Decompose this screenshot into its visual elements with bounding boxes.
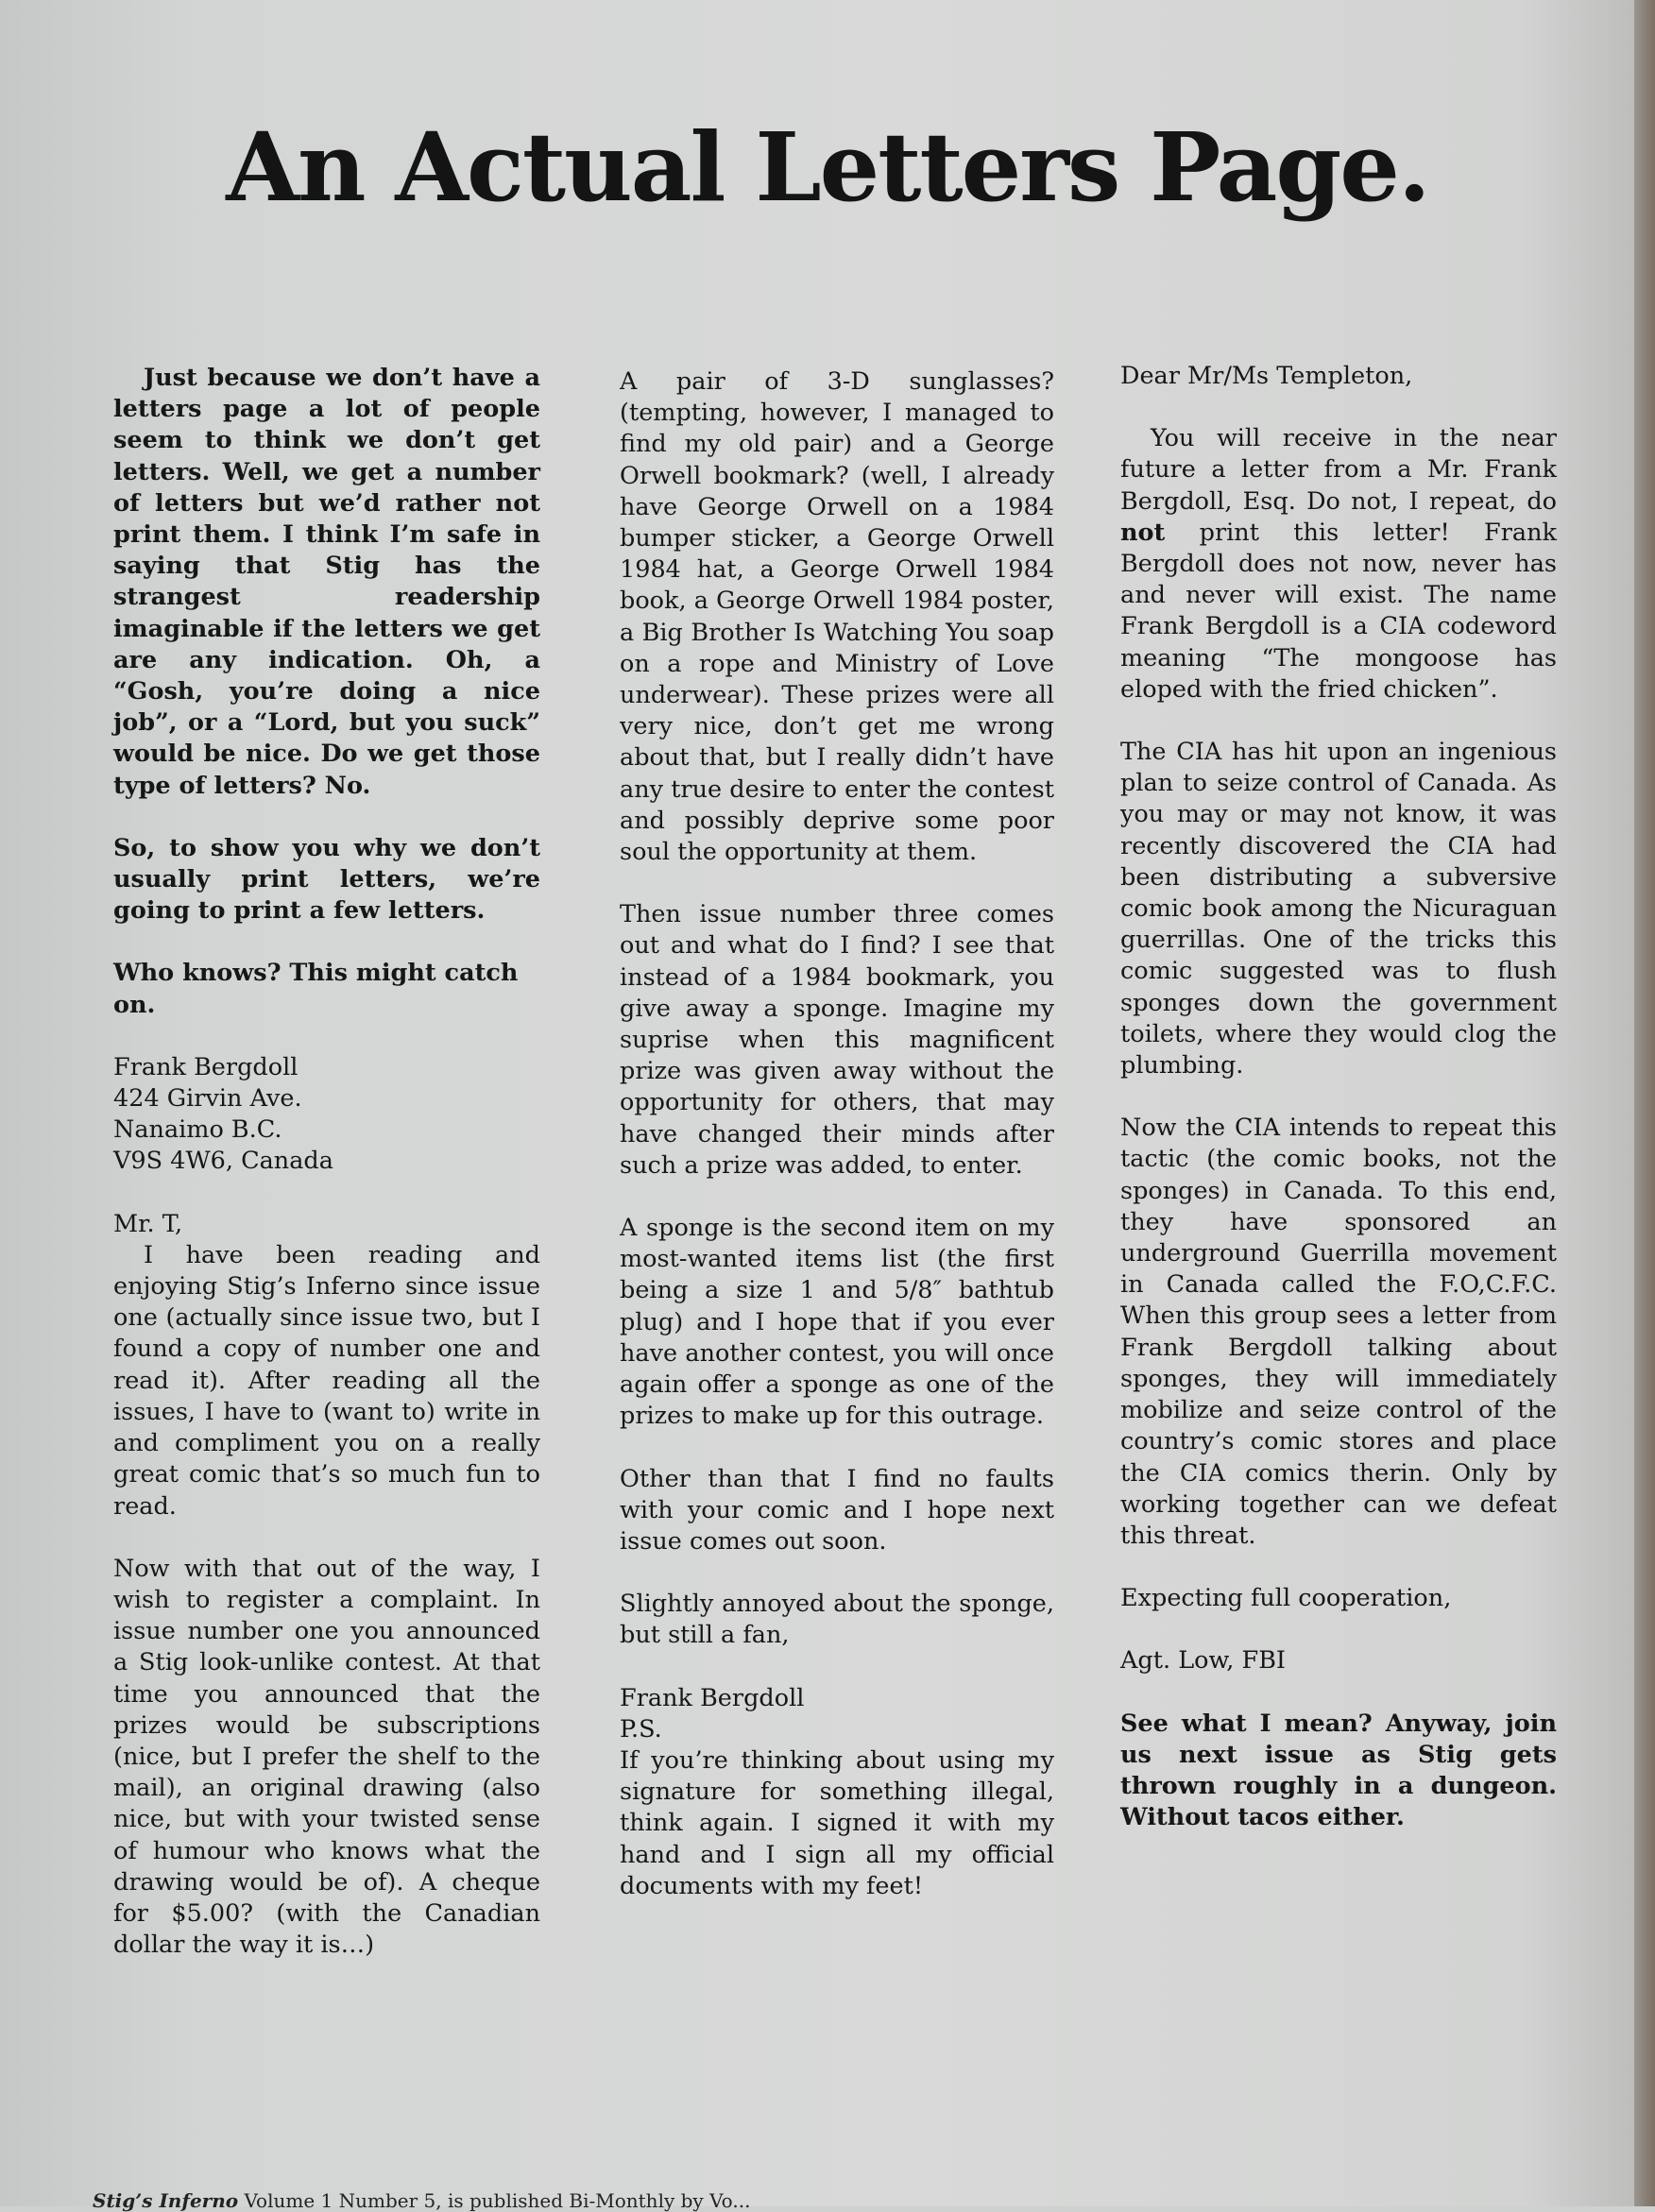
signature: Frank Bergdoll <box>620 1683 805 1712</box>
letter-signoff: Slightly annoyed about the sponge, but still a fan, <box>620 1590 1054 1650</box>
letter-paragraph: Then issue number three comes out and what do I find? I see that instead of a 1984 bookmark, you give away a sponge. Imagine my suprise when this magnificent prize was given away without the opportunity for others, that may have changed their minds after such a prize was added, to enter. <box>620 900 1054 1180</box>
intro-paragraph-2: So, to show you why we don’t usually print letters, we’re going to print a few letters. <box>113 833 540 926</box>
intro-paragraph-3: Who knows? This might catch on. <box>113 959 519 1019</box>
footer-text: Volume 1 Number 5, is published Bi-Monthly by Vo... <box>238 2189 751 2212</box>
page-edge <box>1634 0 1655 2206</box>
letter-paragraph: A pair of 3-D sunglasses? (tempting, however, I managed to find my old pair) and a George Orwell bookmark? (well, I already have George Orwell on a 1984 bumper sticker, a George Orwell 1984 hat, a George Orwell 1984 book, a George Orwell 1984 poster, a Big Brother Is Watching You soap on a rope and Ministry of Love underwear). These prizes were all very nice, don’t get me wrong about that, but I really didn’t have any true desire to enter the contest and possibly deprive some poor soul the opportunity at them. <box>620 367 1054 867</box>
letter-paragraph: Now the CIA intends to repeat this tactic (the comic books, not the sponges) in Canada. To this end, they have sponsored an underground Guerrilla movement in Canada called the F.O,C.F.C. When this group sees a letter from Frank Bergdoll talking about sponges, they will immediately mobilize and seize control of the country’s comic stores and place the CIA comics therin. Only by working together can we defeat this threat. <box>1120 1114 1557 1550</box>
letter-sign: Agt. Low, FBI <box>1120 1646 1287 1676</box>
column-1 <box>113 363 540 1992</box>
letter-paragraph: Other than that I find no faults with your comic and I hope next issue comes out soon. <box>620 1464 1054 1556</box>
letter-paragraph: The CIA has hit upon an ingenious plan to seize control of Canada. As you may or may not know, it was recently discovered the CIA had been distributing a subversive comic book among the Nicuraguan guerrillas. One of the tricks this comic suggested was to flush sponges down the government toilets, where they would clog the plumbing. <box>1120 738 1557 1080</box>
letter-closing: Expecting full cooperation, <box>1120 1584 1452 1613</box>
letter-salutation: Mr. T, <box>113 1209 183 1238</box>
column-2 <box>620 366 1054 1933</box>
address-line: Frank Bergdoll <box>113 1052 299 1081</box>
letter-salutation: Dear Mr/Ms Templeton, <box>1120 362 1413 390</box>
address-line: Nanaimo B.C. <box>113 1115 282 1145</box>
emphasis-not: not <box>1120 518 1166 547</box>
address-line: V9S 4W6, Canada <box>113 1147 333 1176</box>
ps-text: If you’re thinking about using my signature for something illegal, think again. I signed it with my hand and I sign all my official documents with my feet! <box>620 1745 1054 1900</box>
paragraph-text: print this letter! Frank Bergdoll does not now, never has and never will exist. The name Frank Bergdoll is a CIA codeword meaning “The mongoose has eloped with the fried chicken”. <box>1120 518 1557 704</box>
letter-signature-block <box>620 1683 1054 1902</box>
column-3 <box>1120 361 1557 1864</box>
letter-paragraph: Now with that out of the way, I wish to register a complaint. In issue number one you announced a Stig look-unlike contest. At that time you announced that the prizes would be subscriptions (nice, but I prefer the shelf to the mail), an original drawing (also nice, but with your twisted sense of humour who knows what the drawing would be of). A cheque for $5.00? (with the Canadian dollar the way it is…) <box>113 1554 540 1960</box>
page-title: An Actual Letters Page. <box>226 111 1429 223</box>
letter-paragraph: A sponge is the second item on my most-wanted items list (the first being a size 1 and 5/8″ bathtub plug) and I hope that if you ever have another contest, you will once again offer a sponge as one of the prizes to make up for this outrage. <box>620 1214 1054 1431</box>
ps-label: P.S. <box>620 1714 662 1744</box>
address-line: 424 Girvin Ave. <box>113 1084 302 1114</box>
footer-indicia <box>93 2189 1415 2212</box>
letter-paragraph: I have been reading and enjoying Stig’s Inferno since issue one (actually since issue two, but I found a copy of number one and read it). After reading all the issues, I have to (want to) write in and compliment you on a really great comic that’s so much fun to read. <box>113 1240 540 1521</box>
outro-paragraph: See what I mean? Anyway, join us next issue as Stig gets thrown roughly in a dungeon. Without tacos either. <box>1120 1709 1557 1832</box>
footer-title: Stig’s Inferno <box>93 2189 239 2212</box>
letter-paragraph <box>1120 423 1557 706</box>
paragraph-text: You will receive in the near future a letter from a Mr. Frank Bergdoll, Esq. Do not, I repeat, do <box>1120 424 1557 516</box>
intro-paragraph: Just because we don’t have a letters page a lot of people seem to think we don’t get letters. Well, we get a number of letters but we’d rather not print them. I think I’m safe in saying that Stig has the strangest readership imaginable if the letters we get are any indication. Oh, a “Gosh, you’re doing a nice job”, or a “Lord, but you suck” would be nice. Do we get those type of letters? No. <box>113 364 540 800</box>
sender-address <box>113 1052 540 1178</box>
